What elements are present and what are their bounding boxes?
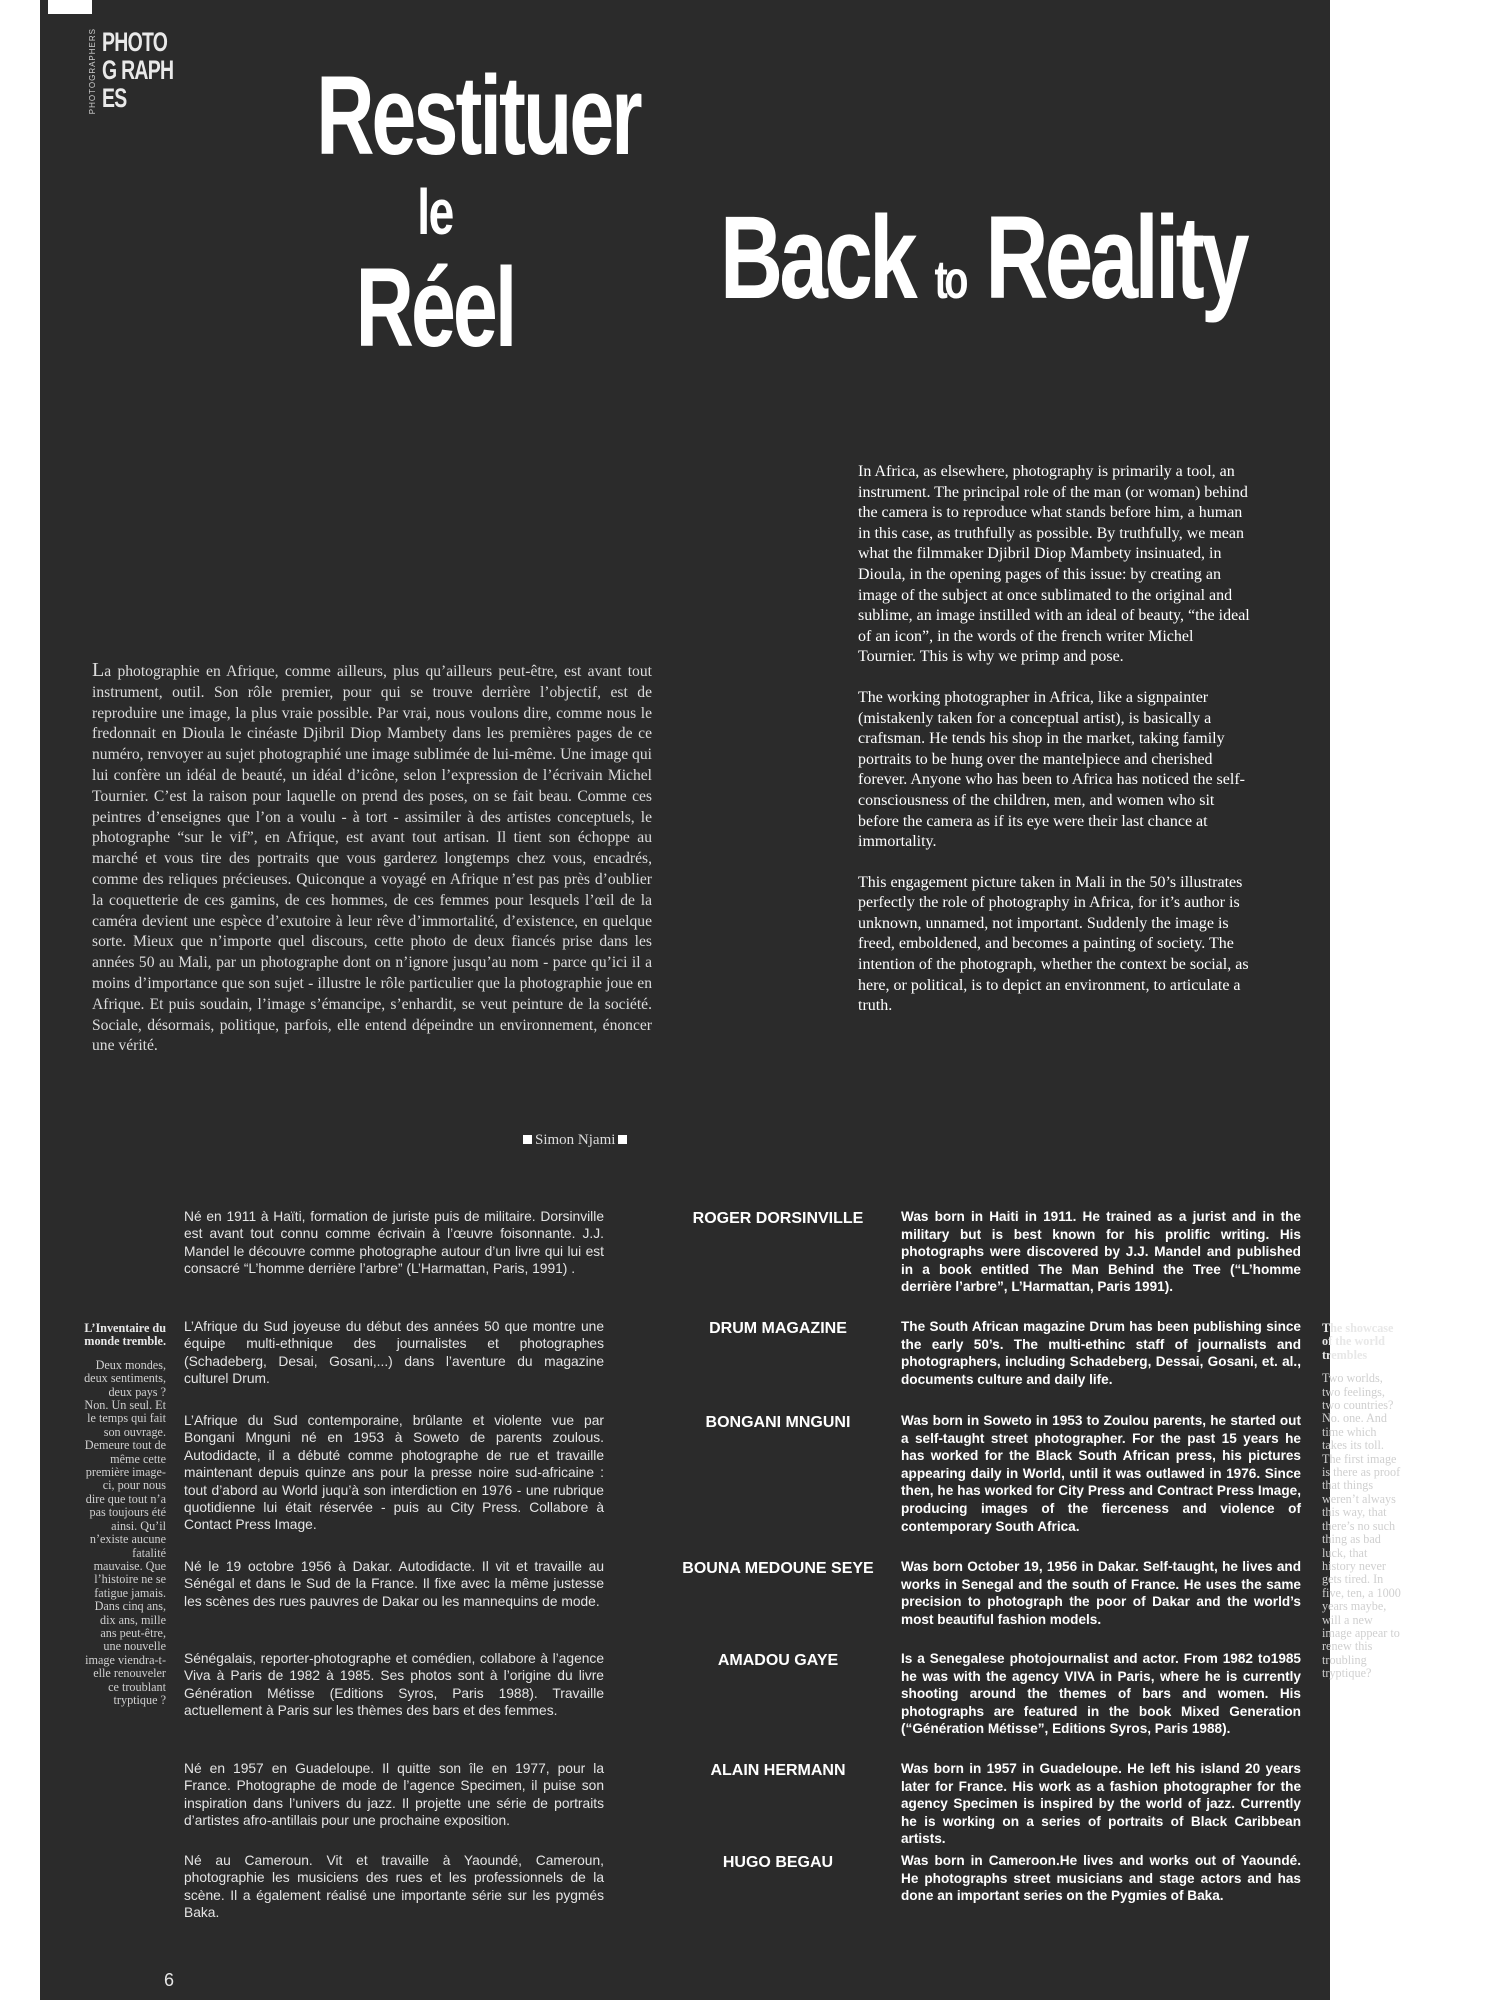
bio-french: Sénégalais, reporter-photographe et comédien, collabore à l’agence Viva à Paris de 1982 à 1985. Ses photos sont à l’origine du livre Génération Métisse (Editions Syros, Paris 1988). Travaille actuellement à Paris sur les thèmes des bars et des femmes.	[184, 1651, 604, 1719]
bio-french: L’Afrique du Sud joyeuse du début des années 50 que montre une équipe multi-ethnique des journalistes et photographes (Schadeberg, Desai, Gosani,...) dans l’aventure du magazine culturel Drum.	[184, 1319, 604, 1387]
sidebar-caption-french	[82, 1322, 166, 1707]
photographer-name: ROGER DORSINVILLE	[692, 1210, 864, 1227]
title-fr-line1: Restituer	[316, 53, 640, 178]
corner-tab	[48, 0, 92, 14]
bio-french: Né en 1911 à Haïti, formation de juriste puis de militaire. Dorsinville est avant tout connu comme écrivain à l’œuvre foisonnante. J.J. Mandel le découvre comme photographe autour d’un livre qui lui est consacré “L’homme derrière l’arbre” (L’Harmattan, Paris, 1991) .	[184, 1209, 604, 1277]
title-en-text	[720, 190, 1246, 326]
sidebar-heading: L’Inventaire du monde tremble.	[84, 1321, 166, 1349]
photographer-name: BOUNA MEDOUNE SEYE	[682, 1560, 874, 1577]
bio-english: Was born in Haiti in 1911. He trained as a jurist and in the military but is best known for his prolific writing. His photographs were discovered by J.J. Mandel and published in a book entitled The Man Behind the Tree (“L’homme derrière l’arbre”, L’Harmattan, Paris 1991).	[901, 1209, 1301, 1295]
intro-french: La photographie en Afrique, comme ailleurs, plus qu’ailleurs peut-être, est avant tout instrument, outil. Son rôle premier, pour qui se trouve derrière l’objectif, est de reproduire une image, la plus vraie possible. Par vrai, nous voulons dire, comme nous le fredonnait en Dioula le cinéaste Djibril Diop Mambety dans les premières pages de ce numéro, renvoyer au sujet photographié une image sublimée de lui-même. Une image qui lui confère un idéal de beauté, un idéal d’icône, selon l’expression de l’écrivain Michel Tournier. C’est la raison pour laquelle on prend des poses, on se fait beau. Comme ces peintres d’enseignes que l’on a voulu - à tort - assimiler à des artistes conceptuels, le photographe “sur le vif”, en Afrique, est avant tout artisan. Il tient son échoppe au marché et vous tire des portraits que vous garderez longtemps chez vous, encadrés, comme des reliques précieuses. Quiconque a voyagé en Afrique n’est pas près d’oublier la coquetterie de ces gamins, de ces hommes, de ces femmes pour lesquels l’œil de la caméra devient une espèce d’exutoire à leur rêve d’immortalité, d’existence, en quelque sorte. Mieux que n’importe quel discours, cette photo de deux fiancés prise dans les années 50 au Mali, par un photographe dont on n’ignore jusqu’au nom - parce qu’ici il a moins d’importance que son sujet - illustre le rôle particulier que la photographie joue en Afrique. Et puis soudain, l’image s’émancipe, s’enhardit, se veut peinture de la société. Sociale, désormais, politique, parfois, elle entend dépeindre un environnement, énoncer une vérité.	[92, 659, 652, 1055]
bio-english: Was born in Cameroon.He lives and works out of Yaoundé. He photographs street musicians and stage actors and has done an important series on the Pygmies of Baka.	[901, 1853, 1301, 1904]
title-english	[720, 190, 1260, 326]
page-number: 6	[164, 1970, 175, 1990]
byline-author: Simon Njami	[535, 1132, 616, 1148]
title-en-word3: Reality	[985, 192, 1246, 324]
bio-french: Né en 1957 en Guadeloupe. Il quitte son île en 1977, pour la France. Photographe de mode de l’agence Specimen, il puise son inspiration dans l’univers du jazz. Il projette une série de portraits d’artistes afro-antillais pour une prochaine exposition.	[184, 1761, 604, 1829]
section-label-english: PHOTOGRAPHERS	[88, 28, 97, 115]
bio-english: Was born in Soweto in 1953 to Zoulou parents, he started out a self-taught street photographer. For the past 15 years he has worked for the Black South African press, his pictures appearing daily in World, until it was outlawed in 1976. Since then, he has worked for City Press and Contract Press Image, producing images of the fierceness and violence of contemporary South Africa.	[901, 1413, 1301, 1534]
square-bullet-icon	[618, 1135, 627, 1144]
sidebar-text: Two worlds, two feelings, two countries? No. one. And time which takes its toll. The first image is there as proof that things weren’t always this way, that there’s no such thing as bad luck, that history never gets tired. In five, ten, a 1000 years maybe, will a new image appear to renew this troubling tryptique?	[1322, 1371, 1401, 1681]
photographer-name: ALAIN HERMANN	[710, 1762, 846, 1779]
intro-en-paragraph: The working photographer in Africa, like a signpainter (mistakenly taken for a conceptual artist), is basically a craftsman. He tends his shop in the market, taking family portraits to be hung over the mantelpiece and cherished forever. Anyone who has been to Africa has noticed the self-consciousness of the children, men, and women who sit before the camera as if its eye were their last chance at immortality.	[858, 688, 1245, 851]
photographer-name: HUGO BEGAU	[722, 1854, 834, 1871]
intro-english	[858, 462, 1253, 1037]
bio-french: L’Afrique du Sud contemporaine, brûlante et violente vue par Bongani Mnguni né en 1953 à Soweto de parents zoulous. Autodidacte, il a débuté comme photographe de rue et travaille maintenant depuis quinze ans pour la presse noire sud-africaine : tout d’abord au World juqu’à son interdiction en 1976 - une rubrique quotidienne lui était réservée - puis au City Press. Collabore à Contact Press Image.	[184, 1413, 604, 1533]
bio-english: Is a Senegalese photojournalist and actor. From 1982 to1985 he was with the agency VIVA in Paris, where he is currently shooting around the themes of bars and women. His photographs are featured in the book Mixed Generation (“Génération Métisse”, Editions Syros, Paris 1988).	[901, 1651, 1301, 1737]
sidebar-caption-english	[1322, 1322, 1402, 1681]
section-label: PHOTOG RAPHES	[102, 27, 174, 113]
bio-english: Was born in 1957 in Guadeloupe. He left his island 20 years later for France. His work as a fashion photographer for the agency Specimen is inspired by the world of jazz. Currently he is working on a series of portraits of Black Caribbean artists.	[901, 1761, 1301, 1847]
title-french	[270, 53, 640, 370]
photographer-name: DRUM MAGAZINE	[709, 1320, 847, 1337]
sidebar-text: Deux mondes, deux sentiments, deux pays ? Non. Un seul. Et le temps qui fait son ouvrage. Demeure tout de même cette première image-ci, pour nous dire que tout n’a pas toujours été ainsi. Qu’il n’existe aucune fatalité mauvaise. Que l’histoire ne se fatigue jamais. Dans cinq ans, dix ans, mille ans peut-être, une nouvelle image viendra-t-elle renouveler ce troublant tryptique ?	[84, 1357, 166, 1707]
bio-french: Né le 19 octobre 1956 à Dakar. Autodidacte. Il vit et travaille au Sénégal et dans le Sud de la France. Il fixe avec la même justesse les scènes des rues pauvres de Dakar ou les mannequins de mode.	[184, 1559, 604, 1609]
title-fr-line2: le	[417, 176, 453, 248]
byline	[520, 1132, 660, 1149]
bio-english: Was born October 19, 1956 in Dakar. Self-taught, he lives and works in Senegal and the south of France. He uses the same precision to photograph the poor of Dakar and the world’s most beautiful fashion models.	[901, 1559, 1301, 1627]
bio-english: The South African magazine Drum has been publishing since the early 50’s. The multi-ethinc staff of journalists and photographers, including Schadeberg, Dessai, Gosani, et. al., documents culture and daily life.	[901, 1319, 1301, 1387]
sidebar-heading: The showcase of the world trembles	[1322, 1321, 1394, 1362]
photographer-name: BONGANI MNGUNI	[705, 1414, 851, 1431]
title-en-word2: to	[934, 250, 965, 310]
photographer-name: AMADOU GAYE	[717, 1652, 839, 1669]
title-fr-line3: Réel	[355, 245, 515, 370]
intro-en-paragraph: This engagement picture taken in Mali in the 50’s illustrates perfectly the role of photography in Africa, for it’s author is unknown, unnamed, not important. Suddenly the image is freed, emboldened, and becomes a painting of society. The intention of the photograph, whether the context be social, as here, or political, is to depict an environment, to articulate a truth.	[858, 873, 1249, 1015]
title-en-word1: Back	[720, 192, 914, 324]
square-bullet-icon	[523, 1135, 532, 1144]
bio-french: Né au Cameroun. Vit et travaille à Yaoundé, Cameroun, photographie les musiciens des rues et les professionnels de la scène. Il a également réalisé une importante série sur les pygmés Baka.	[184, 1853, 604, 1921]
intro-en-paragraph: In Africa, as elsewhere, photography is primarily a tool, an instrument. The principal role of the man (or woman) behind the camera is to reproduce what stands before him, a human in this case, as truthfully as possible. By truthfully, we mean what the filmmaker Djibril Diop Mambety insinuated, in Dioula, in the opening pages of this issue: by creating an image of the subject at once sublimated to the original and sublime, an image instilled with an ideal of beauty, “the ideal of an icon”, in the words of the french writer Michel Tournier. This is why we primp and pose.	[858, 463, 1250, 666]
